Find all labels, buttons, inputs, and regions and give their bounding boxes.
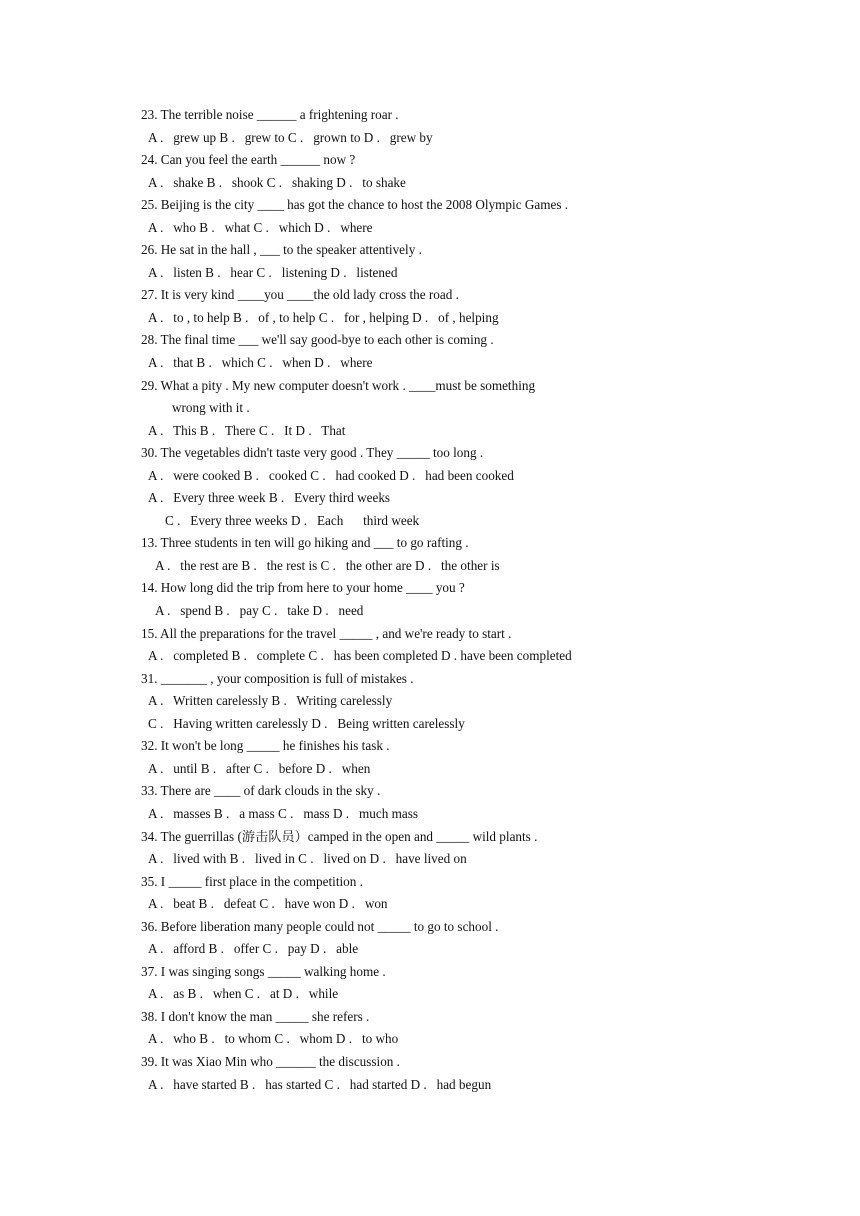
answer-options: C . Having written carelessly D . Being written carelessly <box>148 715 465 731</box>
question-line: 31. _______ , your composition is full of mistakes . <box>141 670 414 686</box>
answer-options: A . This B . There C . It D . That <box>148 422 346 438</box>
question-line: 36. Before liberation many people could not _____ to go to school . <box>141 918 499 934</box>
answer-options: A . grew up B . grew to C . grown to D . grew by <box>148 129 433 145</box>
question-line: 29. What a pity . My new computer doesn't work . ____must be something <box>141 377 536 393</box>
answer-options: A . who B . what C . which D . where <box>148 219 373 235</box>
question-line: 25. Beijing is the city ____ has got the chance to host the 2008 Olympic Games . <box>141 197 569 213</box>
answer-options: A . as B . when C . at D . while <box>148 986 339 1002</box>
question-line: 38. I don't know the man _____ she refers . <box>141 1008 370 1024</box>
answer-options: A . masses B . a mass C . mass D . much mass <box>148 805 418 821</box>
answer-options: A . beat B . defeat C . have won D . won <box>148 896 388 912</box>
answer-options: A . until B . after C . before D . when <box>148 760 371 776</box>
answer-options: A . spend B . pay C . take D . need <box>155 603 364 619</box>
question-line: 30. The vegetables didn't taste very good . They _____ too long . <box>141 445 484 461</box>
question-line: 24. Can you feel the earth ______ now ? <box>141 152 356 168</box>
question-line: 32. It won't be long _____ he finishes his task . <box>141 738 390 754</box>
question-line: 27. It is very kind ____you ____the old lady cross the road . <box>141 287 459 303</box>
question-line: 23. The terrible noise ______ a frightening roar . <box>141 107 399 122</box>
answer-options: A . shake B . shook C . shaking D . to shake <box>148 174 406 190</box>
question-line: 13. Three students in ten will go hiking and ___ to go rafting . <box>141 535 469 551</box>
question-line: 37. I was singing songs _____ walking home . <box>141 963 386 979</box>
answer-options: A . completed B . complete C . has been completed D . have been completed <box>148 648 572 664</box>
answer-options: C . Every three weeks D . Each third week <box>165 512 420 528</box>
answer-options: A . to , to help B . of , to help C . for , helping D . of , helping <box>148 309 499 325</box>
answer-options: A . listen B . hear C . listening D . listened <box>148 264 398 280</box>
question-line: 33. There are ____ of dark clouds in the sky . <box>141 783 381 799</box>
question-line: 15. All the preparations for the travel _____ , and we're ready to start . <box>141 625 512 641</box>
answer-options: A . afford B . offer C . pay D . able <box>148 941 359 957</box>
question-line: 34. The guerrillas (游击队员）camped in the open and _____ wild plants . <box>141 828 538 844</box>
document-page <box>0 104 860 1096</box>
answer-options: A . who B . to whom C . whom D . to who <box>148 1031 399 1047</box>
question-line: 14. How long did the trip from here to your home ____ you ? <box>141 580 465 596</box>
answer-options: A . Written carelessly B . Writing carelessly <box>148 693 393 709</box>
question-line: 35. I _____ first place in the competition . <box>141 873 363 889</box>
question-line: 26. He sat in the hall , ___ to the speaker attentively . <box>141 242 422 258</box>
question-line: 28. The final time ___ we'll say good-bye to each other is coming . <box>141 332 494 348</box>
answer-options: A . have started B . has started C . had started D . had begun <box>148 1076 492 1092</box>
answer-options: A . were cooked B . cooked C . had cooked D . had been cooked <box>148 467 514 483</box>
answer-options: A . that B . which C . when D . where <box>148 355 373 371</box>
answer-options: A . lived with B . lived in C . lived on D . have lived on <box>148 851 467 867</box>
answer-options: A . the rest are B . the rest is C . the other are D . the other is <box>155 557 500 573</box>
question-line: 39. It was Xiao Min who ______ the discussion . <box>141 1053 400 1069</box>
answer-options: A . Every three week B . Every third weeks <box>148 490 391 506</box>
question-continuation: wrong with it . <box>172 400 250 416</box>
